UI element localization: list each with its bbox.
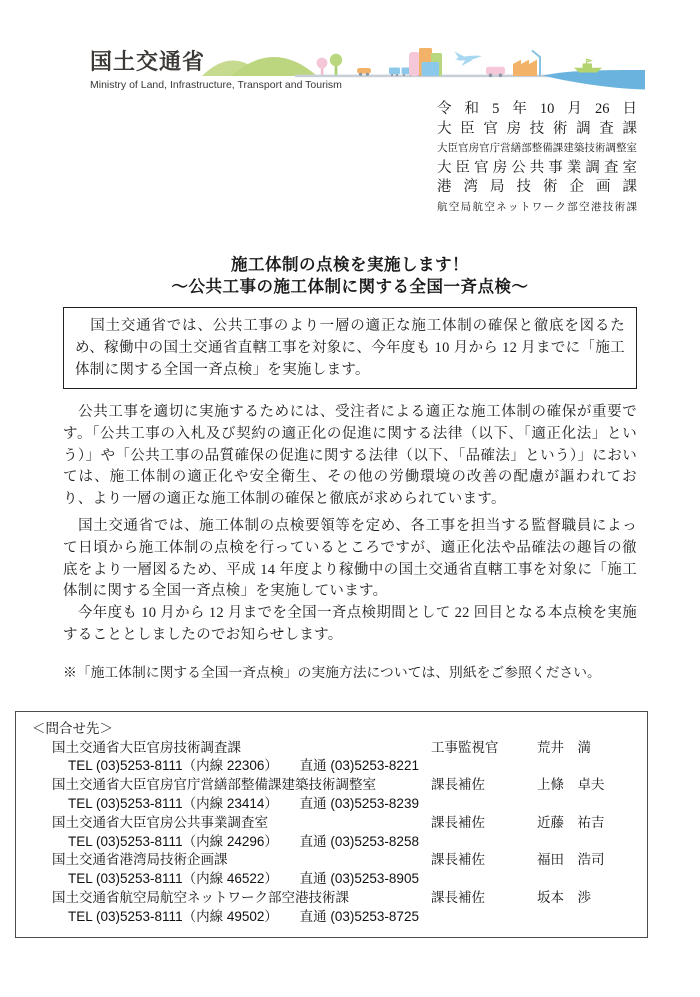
- contact-tel: TEL (03)5253-8111（内線 24296）: [68, 833, 278, 849]
- paragraph-3: 今年度も 10 月から 12 月までを全国一斉点検期間として 22 回目となる本点検を実施することとしましたのでお知らせします。: [63, 605, 637, 643]
- contact-heading: ＜問合せ先＞: [32, 720, 113, 736]
- contact-dept: 国土交通省大臣官房技術調査課: [52, 739, 241, 755]
- lead-summary-box: 国土交通省では、公共工事のより一層の適正な施工体制の確保と徹底を図るため、稼働中の国土交通省直轄工事を対象に、今年度も 10 月から 12 月までに「施工体制に関する全国一斉点検」を実施します。: [63, 307, 637, 389]
- contact-name: 坂本 渉: [537, 889, 591, 905]
- contact-tel: TEL (03)5253-8111（内線 22306）: [68, 758, 278, 774]
- contact-entry-row: [32, 889, 633, 908]
- contact-entry-row: [32, 739, 633, 758]
- issue-date: 令和5年10月26日: [437, 101, 637, 117]
- contact-phone-line: [32, 908, 633, 927]
- paragraph-2: 国土交通省では、施工体制の点検要領等を定め、各工事を担当する監督職員によって日頃から施工体制の点検を行っているところですが、適正化法や品確法の趣旨の徹底をより一層図るため、平成 14 年度より稼働中の国土交通省直轄工事を対象に「施工体制に関する全国一斉点検」を実施しています。: [63, 517, 637, 600]
- contact-direct: 直通 (03)5253-8258: [299, 833, 419, 849]
- contact-direct: 直通 (03)5253-8725: [299, 908, 419, 924]
- contact-entry-row: [32, 814, 633, 833]
- contact-box: [15, 711, 648, 938]
- contact-role: 課長補佐: [431, 889, 485, 905]
- sender-division-2: 大臣官房官庁営繕部整備課建築技術調整室: [437, 143, 637, 154]
- contact-entry-row: [32, 776, 633, 795]
- contact-dept: 国土交通省港湾局技術企画課: [52, 852, 228, 868]
- contact-phone-line: [32, 757, 633, 776]
- contact-name: 福田 浩司: [537, 852, 605, 868]
- contact-phone-line: [32, 870, 633, 889]
- contact-phone-line: [32, 833, 633, 852]
- contact-direct: 直通 (03)5253-8239: [299, 795, 419, 811]
- mlit-logo-english: Ministry of Land, Infrastructure, Transport and Tourism: [90, 79, 342, 91]
- mlit-logo: 国土交通省: [90, 50, 206, 75]
- title-line-2: ～公共工事の施工体制に関する全国一斉点検～: [171, 277, 529, 296]
- sender-division-4: 港湾局技術企画課: [437, 179, 637, 195]
- title-line-1: 施工体制の点検を実施します！: [231, 255, 469, 274]
- document-body: [0, 307, 700, 683]
- factory-icon: [513, 60, 537, 76]
- contact-tel: TEL (03)5253-8111（内線 49502）: [68, 908, 278, 924]
- contact-dept: 国土交通省大臣官房公共事業調査室: [52, 814, 268, 830]
- buildings-icon: [409, 48, 442, 76]
- contact-entry-row: [32, 851, 633, 870]
- contact-tel: TEL (03)5253-8111（内線 23414）: [68, 795, 278, 811]
- contact-name: 荒井 満: [537, 739, 591, 755]
- contact-tel: TEL (03)5253-8111（内線 46522）: [68, 871, 278, 887]
- contact-name: 上條 卓夫: [537, 777, 605, 793]
- trees-icon: [317, 54, 343, 75]
- contact-role: 工事監視官: [431, 739, 499, 755]
- contact-role: 課長補佐: [431, 852, 485, 868]
- hills-icon: [202, 57, 317, 76]
- contact-dept: 国土交通省大臣官房官庁営繕部整備課建築技術調整室: [52, 777, 376, 793]
- paragraph-1: 公共工事を適切に実施するためには、受注者による適正な施工体制の確保が重要です。「公共工事の入札及び契約の適正化の促進に関する法律（以下、「適正化法」という）」や「公共工事の品質確保の促進に関する法律（以下、「品確法」という）」においては、施工体制の適正化や安全衛生、その他の労働環境の改善の配慮が謳われており、より一層の適正な施工体制の確保と徹底が求められています。: [63, 404, 637, 508]
- mlit-header: [0, 0, 700, 100]
- contact-direct: 直通 (03)5253-8905: [299, 871, 419, 887]
- contact-direct: 直通 (03)5253-8221: [299, 758, 419, 774]
- airplane-icon: [455, 52, 483, 67]
- contact-role: 課長補佐: [431, 777, 485, 793]
- sender-division-3: 大臣官房公共事業調査室: [437, 159, 637, 176]
- sender-division-1: 大臣官房技術調査課: [437, 120, 637, 137]
- sender-division-5: 航空局航空ネットワーク部空港技術課: [437, 201, 637, 213]
- ship-icon: [574, 59, 602, 73]
- contact-name: 近藤 祐吉: [537, 814, 605, 830]
- contact-role: 課長補佐: [431, 814, 485, 830]
- contact-phone-line: [32, 795, 633, 814]
- contact-dept: 国土交通省航空局航空ネットワーク部空港技術課: [52, 889, 349, 905]
- attachment-note: ※「施工体制に関する全国一斉点検」の実施方法については、別紙をご参照ください。: [63, 664, 601, 680]
- document-title: [0, 254, 700, 298]
- water-icon: [543, 70, 645, 90]
- sender-block: [437, 100, 637, 217]
